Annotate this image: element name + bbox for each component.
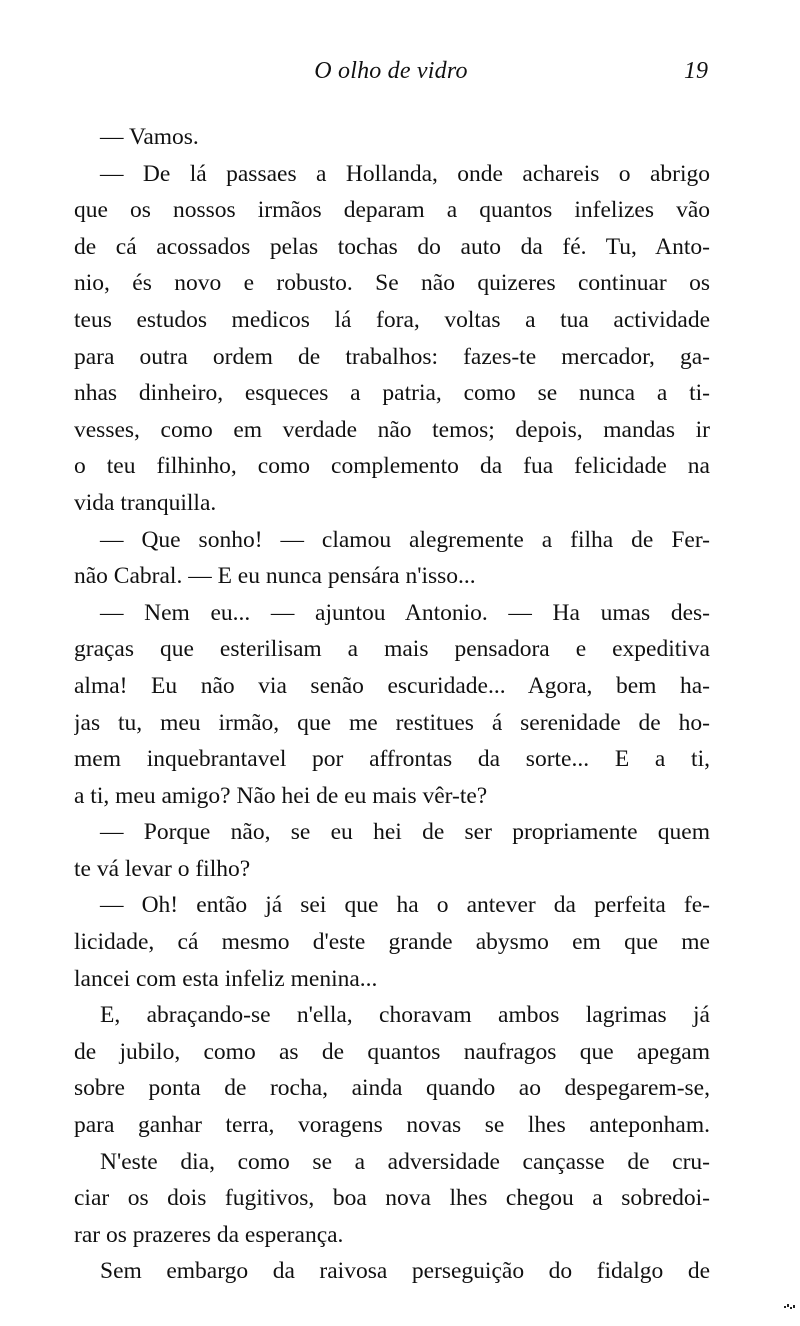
page-header — [74, 58, 708, 92]
text-line: — Oh! então já sei que ha o antever da perfeita fe- — [100, 892, 710, 919]
text-line: licidade, cá mesmo d'este grande abysmo em que me — [74, 929, 710, 956]
running-title: O olho de vidro — [314, 58, 468, 84]
text-line: não Cabral. — E eu nunca pensára n'isso... — [74, 563, 476, 590]
text-line: ciar os dois fugitivos, boa nova lhes chegou a sobredoi- — [74, 1185, 710, 1212]
text-line: teus estudos medicos lá fora, voltas a tua actividade — [74, 306, 710, 333]
text-line: a ti, meu amigo? Não hei de eu mais vêr-te? — [74, 782, 488, 809]
text-line: sobre ponta de rocha, ainda quando ao despegarem-se, — [74, 1075, 710, 1102]
text-line: nio, és novo e robusto. Se não quizeres continuar os — [74, 270, 710, 297]
text-line: — Vamos. — [100, 124, 199, 150]
text-line: te vá levar o filho? — [74, 855, 251, 882]
text-line: de jubilo, como as de quantos naufragos que apegam — [74, 1038, 710, 1065]
print-speck-mark — [784, 1303, 796, 1311]
text-line: graças que esterilisam a mais pensadora e expeditiva — [74, 636, 710, 663]
text-line: o teu filhinho, como complemento da fua felicidade na — [74, 453, 710, 480]
text-line: — De lá passaes a Hollanda, onde achareis o abrigo — [100, 160, 710, 187]
text-line: E, abraçando-se n'ella, choravam ambos lagrimas já — [100, 1002, 710, 1029]
text-line: vida tranquilla. — [74, 489, 217, 516]
text-line: que os nossos irmãos deparam a quantos infelizes vão — [74, 197, 710, 224]
text-line: — Que sonho! — clamou alegremente a filha de Fer- — [100, 526, 710, 553]
text-line: lancei com esta infeliz menina... — [74, 965, 378, 992]
text-line: — Porque não, se eu hei de ser propriamente quem — [100, 819, 710, 846]
text-line: Sem embargo da raivosa perseguição do fidalgo de — [100, 1258, 710, 1285]
text-line: para outra ordem de trabalhos: fazes-te mercador, ga- — [74, 343, 710, 370]
body-text — [74, 119, 710, 1290]
text-line: N'este dia, como se a adversidade cançasse de cru- — [100, 1148, 710, 1175]
page-number: 19 — [684, 58, 708, 84]
text-line: vesses, como em verdade não temos; depois, mandas ir — [74, 416, 710, 443]
text-line: alma! Eu não via senão escuridade... Agora, bem ha- — [74, 672, 710, 699]
text-line: mem inquebrantavel por affrontas da sorte... E a ti, — [74, 746, 710, 773]
text-line: nhas dinheiro, esqueces a patria, como se nunca a ti- — [74, 380, 710, 407]
text-line: — Nem eu... — ajuntou Antonio. — Ha umas des- — [100, 599, 710, 626]
text-line: de cá acossados pelas tochas do auto da fé. Tu, Anto- — [74, 233, 710, 260]
text-line: jas tu, meu irmão, que me restitues á serenidade de ho- — [74, 709, 710, 736]
text-line: rar os prazeres da esperança. — [74, 1221, 344, 1248]
text-line: para ganhar terra, voragens novas se lhes anteponham. — [74, 1112, 710, 1139]
